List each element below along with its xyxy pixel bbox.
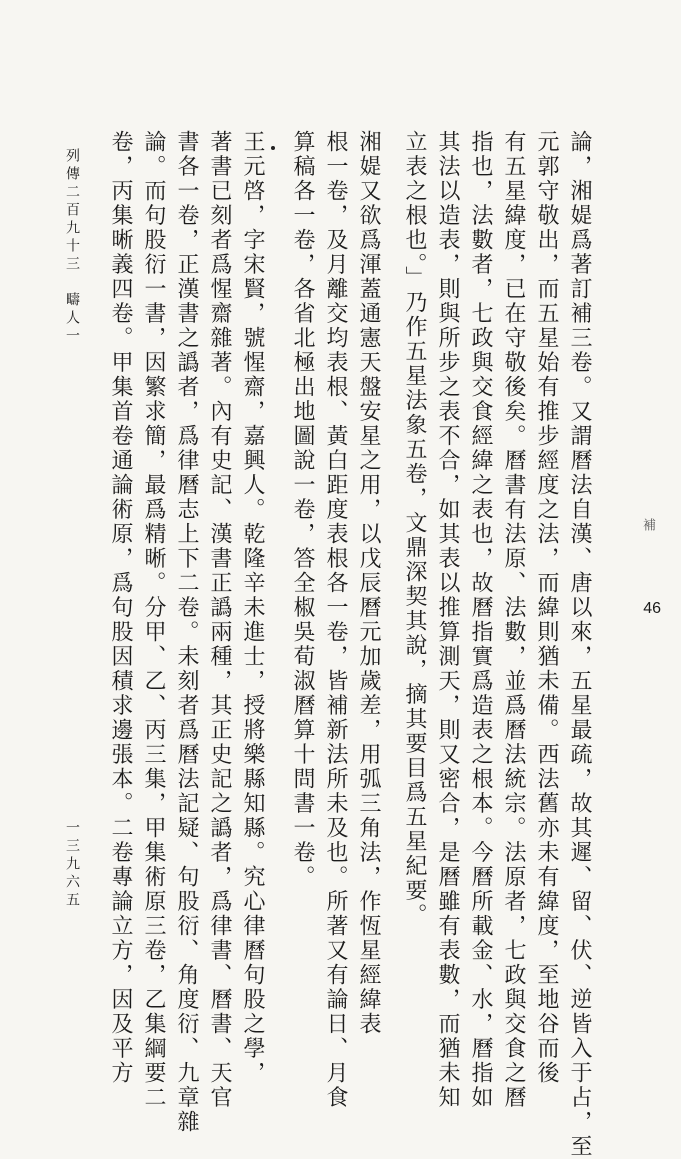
text-column: 有五星緯度，已在守敬後矣。曆書有法原、法數，並爲曆法統宗。法原者，七政與交食之曆 [501,130,526,1110]
text-column: 論。而句股衍一書，因繁求簡，最爲精晰。分甲、乙、丙三集，甲集術原三卷，乙集綱要二 [141,130,166,1110]
text-column: 論，湘媞爲著訂補三卷。又謂曆法自漢、唐以來，五星最疏，故其遲、留、伏、逆皆入于占，至 [567,130,592,1159]
page-number: 一三九六五 [64,820,80,910]
page-stamp: 補 [640,518,655,531]
page-folio: 46 [643,600,661,617]
text-column: 其法以造表，則與所步之表不合，如其表以推算測天，則又密合，是曆雖有表數，而猶未知 [435,130,460,1110]
text-column: 立表之根也。」乃作五星法象五卷，文鼎深契其說，摘其要目爲五星紀要。 [402,130,427,928]
running-head: 列傳二百九十三 疇人一 [64,148,80,346]
text-column: 指也，法數者，七政與交食經緯之表也，故曆指實爲造表之根本。今曆所載金、水，曆指如 [468,130,493,1110]
separator-dot [271,146,275,150]
text-column: 算稿各一卷，各省北極出地圖說一卷，答全椒吳荀淑曆算十問書一卷。 [290,130,315,890]
text-column: 湘媞又欲爲渾蓋通憲天盤安星之用，以戊辰曆元加歲差，用弧三角法，作恆星經緯表 [356,130,381,1037]
text-column: 卷，丙集晰義四卷。甲集首卷通論術原，爲句股因積求邊張本。二卷專論立方，因及平方 [108,130,133,1086]
text-column: 根一卷，及月離交均表根、黃白距度表根各一卷，皆補新法所未及也。所著又有論日、月食 [323,130,348,1110]
text-column: 著書已刻者爲惺齋雜著。內有史記、漢書正譌兩種，其正史記之譌者，爲律書、曆書、天官 [207,130,232,1110]
text-column: 書各一卷，正漢書之譌者，爲律曆志上下二卷。未刻者爲曆法記疑、句股衍、角度衍、九章雜 [174,130,199,1135]
text-column: 王元啓，字宋賢，號惺齋，嘉興人。乾隆辛未進士，授將樂縣知縣。究心律曆句股之學， [240,130,265,1086]
text-column: 元郭守敬出，而五星始有推步經度之法，而緯則猶未備。西法舊亦未有緯度，至地谷而後 [534,130,559,1086]
